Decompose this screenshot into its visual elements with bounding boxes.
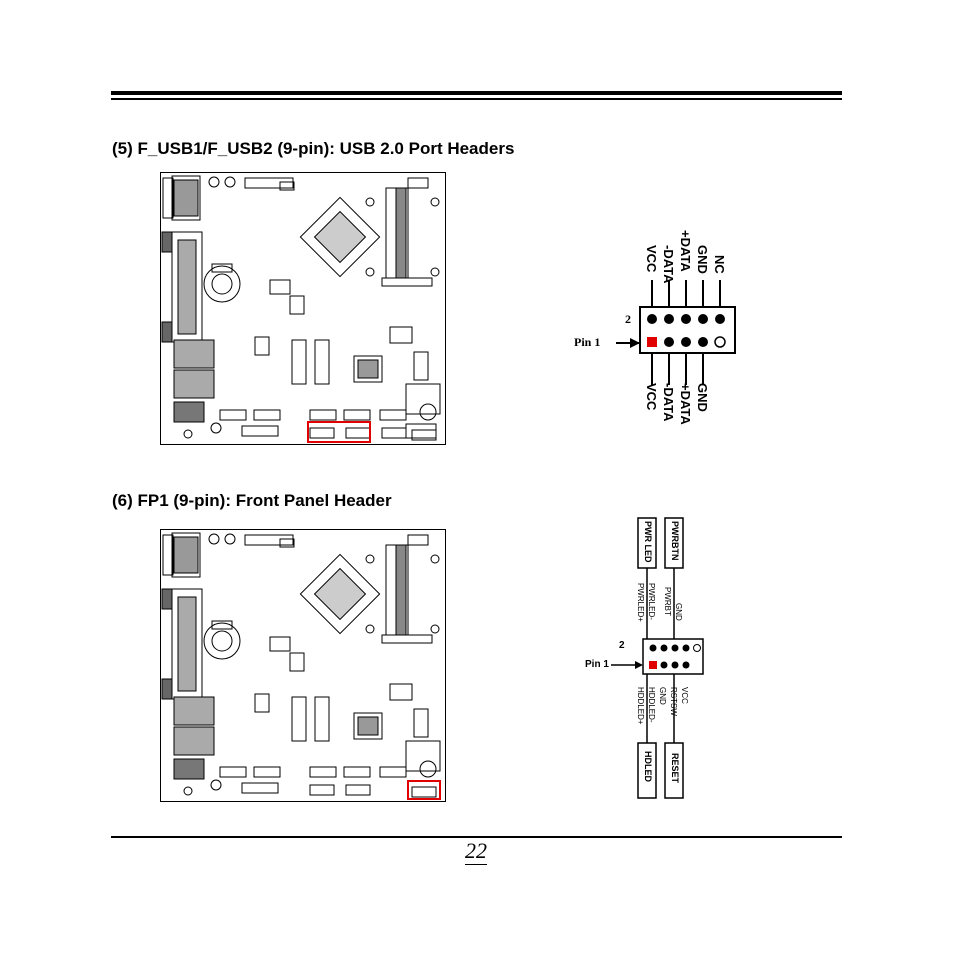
pin-label-top-1: VCC: [644, 245, 659, 273]
fp1-row-2-marker: 2: [619, 640, 625, 651]
usb-header-highlight: [308, 422, 370, 442]
fp1-pin-label-bottom-3: GND: [658, 687, 667, 705]
fp1-header-highlight: [408, 781, 440, 799]
motherboard-diagram-fp1: [160, 529, 446, 802]
pin-label-top-2: -DATA: [661, 245, 676, 284]
pin-label-bottom-1: VCC: [644, 383, 659, 411]
box-label-reset: RESET: [670, 753, 680, 784]
box-label-pwr-led: PWR LED: [643, 521, 653, 563]
pin-label-top-5: NC: [712, 255, 727, 274]
pin-label-bottom-2: -DATA: [661, 383, 676, 422]
fp1-pin1-label: Pin 1: [585, 659, 609, 670]
fp1-pin-label-top-2: PWRLED-: [647, 583, 656, 620]
fp1-pin-diagram: [575, 515, 735, 800]
fp1-pin-label-top-4: GND: [674, 603, 683, 621]
motherboard-diagram-usb: [160, 172, 446, 445]
box-label-hdled: HDLED: [643, 751, 653, 782]
fp1-pin-label-top-3: PWRBT: [663, 587, 672, 616]
pin-label-bottom-3: +DATA: [678, 383, 693, 425]
row-2-marker: 2: [625, 312, 631, 326]
page-number: 22: [465, 838, 487, 863]
box-label-pwrbtn: PWRBTN: [670, 521, 680, 561]
pin-label-top-4: GND: [695, 245, 710, 274]
section-title-usb: (5) F_USB1/F_USB2 (9-pin): USB 2.0 Port Headers: [112, 139, 515, 158]
header-rule-thick: [111, 91, 842, 95]
page-number-underline: [465, 864, 487, 865]
pin-label-top-3: +DATA: [678, 230, 693, 272]
pin-label-bottom-4: GND: [695, 383, 710, 412]
pin1-label: Pin 1: [574, 335, 601, 349]
header-rule-thin: [111, 98, 842, 100]
fp1-pin-label-top-1: PWRLED+: [636, 583, 645, 622]
fp1-pin-label-bottom-2: HDDLED-: [647, 687, 656, 723]
fp1-pin-label-bottom-1: HDDLED+: [636, 687, 645, 725]
section-title-fp1: (6) FP1 (9-pin): Front Panel Header: [112, 491, 392, 510]
fp1-pin-label-bottom-4: RSTSW: [669, 687, 678, 716]
fp1-pin-label-bottom-5: VCC: [680, 687, 689, 704]
usb-pin-diagram: [560, 225, 760, 425]
